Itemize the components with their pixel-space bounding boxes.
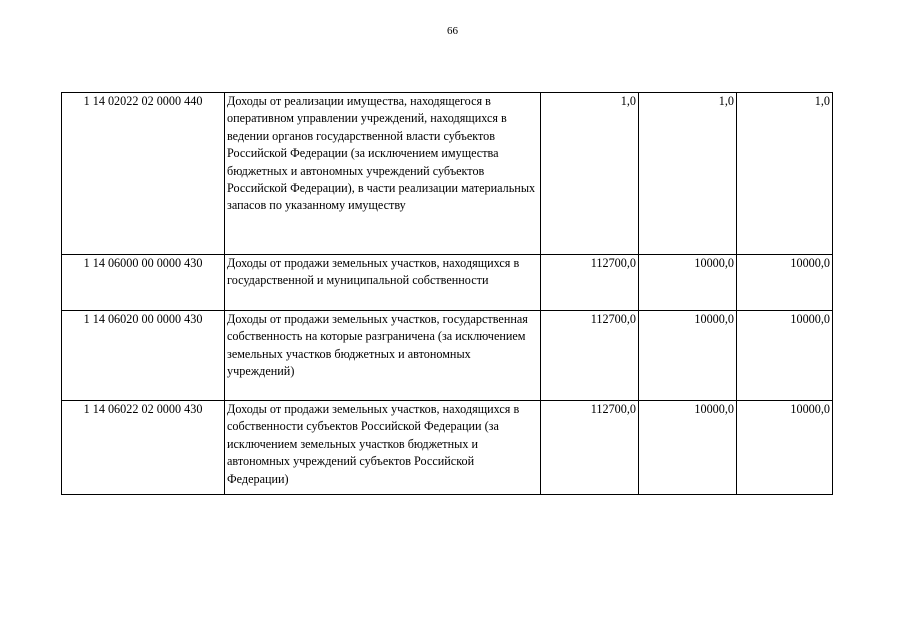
budget-code-cell: 1 14 06020 00 0000 430 bbox=[62, 311, 225, 401]
amount-cell-3: 10000,0 bbox=[737, 255, 833, 311]
amount-cell-2: 10000,0 bbox=[639, 311, 737, 401]
revenue-name-cell: Доходы от продажи земельных участков, находящихся в собственности субъектов Российской Федерации (за исключением земельных участков бюджетных и автономных учреждений субъектов Российской Федерации) bbox=[225, 401, 541, 495]
revenue-name-cell: Доходы от продажи земельных участков, государственная собственность на которые разграничена (за исключением земельных участков бюджетных и автономных учреждений) bbox=[225, 311, 541, 401]
amount-cell-2: 1,0 bbox=[639, 93, 737, 255]
table-row bbox=[62, 93, 833, 255]
revenue-name-cell: Доходы от продажи земельных участков, находящихся в государственной и муниципальной собственности bbox=[225, 255, 541, 311]
amount-cell-3: 10000,0 bbox=[737, 311, 833, 401]
budget-code-cell: 1 14 02022 02 0000 440 bbox=[62, 93, 225, 255]
amount-cell-2: 10000,0 bbox=[639, 255, 737, 311]
revenue-table bbox=[61, 92, 833, 495]
amount-cell-1: 112700,0 bbox=[541, 311, 639, 401]
budget-code-cell: 1 14 06022 02 0000 430 bbox=[62, 401, 225, 495]
budget-code-cell: 1 14 06000 00 0000 430 bbox=[62, 255, 225, 311]
table-row bbox=[62, 255, 833, 311]
table-row bbox=[62, 311, 833, 401]
page-number: 66 bbox=[447, 25, 458, 37]
revenue-name-cell: Доходы от реализации имущества, находящегося в оперативном управлении учреждений, находящихся в ведении органов государственной власти субъектов Российской Федерации (за исключением имущества бюджетных и автономных учреждений субъектов Российской Федерации), в части реализации материальных запасов по указанному имуществу bbox=[225, 93, 541, 255]
amount-cell-3: 10000,0 bbox=[737, 401, 833, 495]
amount-cell-1: 112700,0 bbox=[541, 255, 639, 311]
amount-cell-1: 1,0 bbox=[541, 93, 639, 255]
table-row bbox=[62, 401, 833, 495]
amount-cell-1: 112700,0 bbox=[541, 401, 639, 495]
amount-cell-2: 10000,0 bbox=[639, 401, 737, 495]
amount-cell-3: 1,0 bbox=[737, 93, 833, 255]
